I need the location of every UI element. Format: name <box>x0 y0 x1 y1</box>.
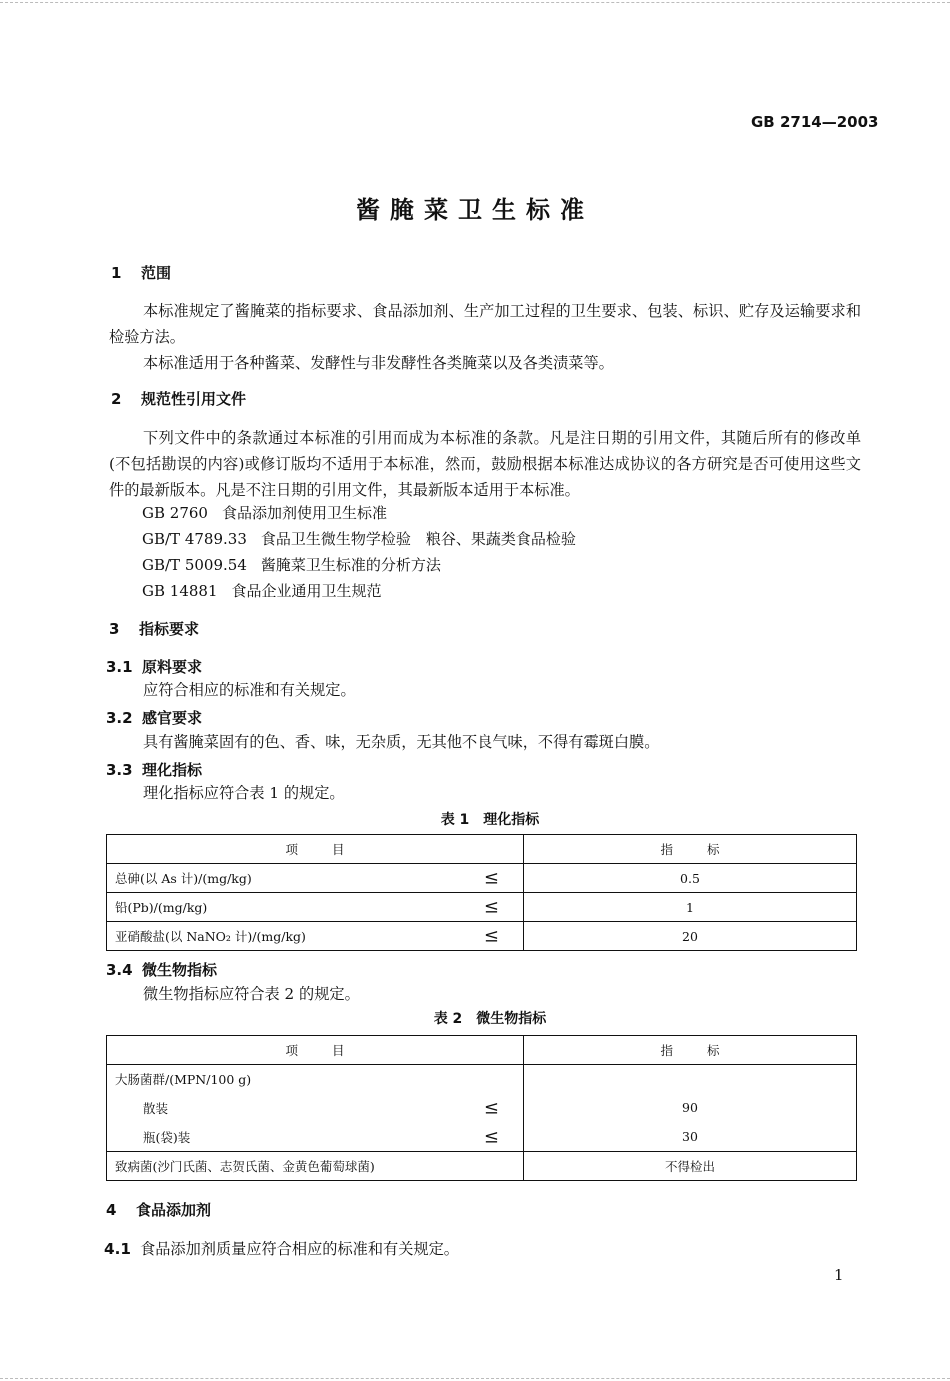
section-1-body <box>109 298 861 376</box>
section-title: 范围 <box>141 264 172 282</box>
column-header-value: 指标 <box>524 835 857 864</box>
less-equal-symbol: ≤ <box>483 1126 499 1148</box>
subsection-4-1 <box>104 1236 459 1262</box>
row-item: 致病菌(沙门氏菌、志贺氏菌、金黄色葡萄球菌) <box>107 1152 524 1181</box>
table-row <box>107 922 857 951</box>
page-number: 1 <box>834 1266 844 1284</box>
subsection-number: 3.3 <box>106 761 133 779</box>
page-title: 酱腌菜卫生标准 <box>356 196 594 224</box>
subsection-3-2-text: 具有酱腌菜固有的色、香、味，无杂质，无其他不良气味，不得有霉斑白膜。 <box>143 733 660 751</box>
item-label: 总砷(以 As 计)/(mg/kg) <box>115 871 252 886</box>
less-equal-symbol: ≤ <box>483 925 499 947</box>
table-header-row <box>107 835 857 864</box>
row-value: 30 <box>682 1129 698 1144</box>
reference-item <box>142 528 576 549</box>
subsection-3-2-heading <box>106 707 202 728</box>
reference-code: GB/T 5009.54 <box>142 556 247 574</box>
reference-title: 食品添加剂使用卫生标准 <box>221 504 387 522</box>
less-equal-symbol: ≤ <box>483 1097 499 1119</box>
item-label: 亚硝酸盐(以 NaNO₂ 计)/(mg/kg) <box>115 929 306 944</box>
subsection-number: 3.2 <box>106 709 133 727</box>
table-row <box>107 1152 857 1181</box>
scan-edge-bottom <box>0 1378 950 1379</box>
reference-item <box>142 502 387 523</box>
column-header-item: 项目 <box>107 1036 524 1065</box>
subsection-title: 理化指标 <box>142 761 203 779</box>
reference-code: GB/T 4789.33 <box>142 530 247 548</box>
reference-title: 食品卫生微生物学检验 粮谷、果蔬类食品检验 <box>260 530 576 548</box>
subsection-text: 食品添加剂质量应符合相应的标准和有关规定。 <box>140 1240 459 1258</box>
subsection-3-3-text: 理化指标应符合表 1 的规定。 <box>143 784 345 802</box>
reference-item <box>142 554 441 575</box>
table-1 <box>106 834 857 951</box>
reference-title: 食品企业通用卫生规范 <box>231 582 382 600</box>
row-item <box>107 893 524 922</box>
subsection-title: 感官要求 <box>142 709 203 727</box>
section-4-heading <box>106 1199 211 1220</box>
row-value: 90 <box>682 1100 698 1115</box>
table-1-caption: 表 1 理化指标 <box>440 812 540 828</box>
section-number: 2 <box>111 390 122 408</box>
section-title: 食品添加剂 <box>136 1201 212 1219</box>
scan-edge-top <box>0 2 950 3</box>
item-label: 散装 <box>143 1100 169 1116</box>
table-2 <box>106 1035 857 1181</box>
row-value: 不得检出 <box>524 1152 857 1181</box>
section-title: 指标要求 <box>139 620 200 638</box>
table-header-row <box>107 1036 857 1065</box>
paragraph: 本标准适用于各种酱菜、发酵性与非发酵性各类腌菜以及各类渍菜等。 <box>143 354 614 372</box>
reference-title: 酱腌菜卫生标准的分析方法 <box>260 556 441 574</box>
row-item <box>107 1122 524 1151</box>
subsection-number: 3.1 <box>106 658 133 676</box>
subsection-3-4-heading <box>106 959 217 980</box>
reference-item <box>142 580 382 601</box>
less-equal-symbol: ≤ <box>483 896 499 918</box>
section-1-heading <box>111 262 171 283</box>
section-number: 4 <box>106 1201 117 1219</box>
section-3-heading <box>109 618 199 639</box>
column-header-value: 指标 <box>524 1036 857 1065</box>
row-group-values <box>524 1065 857 1152</box>
reference-code: GB 14881 <box>142 582 218 600</box>
item-label: 瓶(袋)装 <box>143 1129 191 1145</box>
section-2-body <box>109 425 861 503</box>
row-value: 1 <box>524 893 857 922</box>
subsection-title: 原料要求 <box>142 658 203 676</box>
row-value: 0.5 <box>524 864 857 893</box>
subsection-number: 3.4 <box>106 961 133 979</box>
subsection-3-1-text: 应符合相应的标准和有关规定。 <box>143 681 356 699</box>
column-header-item: 项目 <box>107 835 524 864</box>
paragraph: 下列文件中的条款通过本标准的引用而成为本标准的条款。凡是注日期的引用文件，其随后所有的修改单(不包括勘误的内容)或修订版均不适用于本标准，然而，鼓励根据本标准达成协议的各方研究是否可使用这些文件的最新版本。凡是不注日期的引用文件，其最新版本适用于本标准。 <box>109 429 861 499</box>
row-item <box>107 864 524 893</box>
paragraph: 本标准规定了酱腌菜的指标要求、食品添加剂、生产加工过程的卫生要求、包装、标识、贮存及运输要求和检验方法。 <box>109 302 861 346</box>
section-2-heading <box>111 388 246 409</box>
less-equal-symbol: ≤ <box>483 867 499 889</box>
subsection-3-3-heading <box>106 759 202 780</box>
table-row <box>107 1065 857 1094</box>
section-title: 规范性引用文件 <box>141 390 247 408</box>
reference-code: GB 2760 <box>142 504 208 522</box>
row-item <box>107 922 524 951</box>
subsection-3-4-text: 微生物指标应符合表 2 的规定。 <box>143 985 360 1003</box>
standard-code: GB 2714—2003 <box>751 113 879 131</box>
table-row <box>107 893 857 922</box>
table-row <box>107 864 857 893</box>
table-2-caption: 表 2 微生物指标 <box>433 1011 547 1027</box>
subsection-title: 微生物指标 <box>142 961 218 979</box>
row-item <box>107 1094 524 1123</box>
subsection-number: 4.1 <box>104 1240 131 1258</box>
item-label: 铅(Pb)/(mg/kg) <box>115 900 208 915</box>
row-group-label: 大肠菌群/(MPN/100 g) <box>107 1065 524 1094</box>
row-value: 20 <box>524 922 857 951</box>
section-number: 1 <box>111 264 122 282</box>
section-number: 3 <box>109 620 120 638</box>
subsection-3-1-heading <box>106 656 202 677</box>
